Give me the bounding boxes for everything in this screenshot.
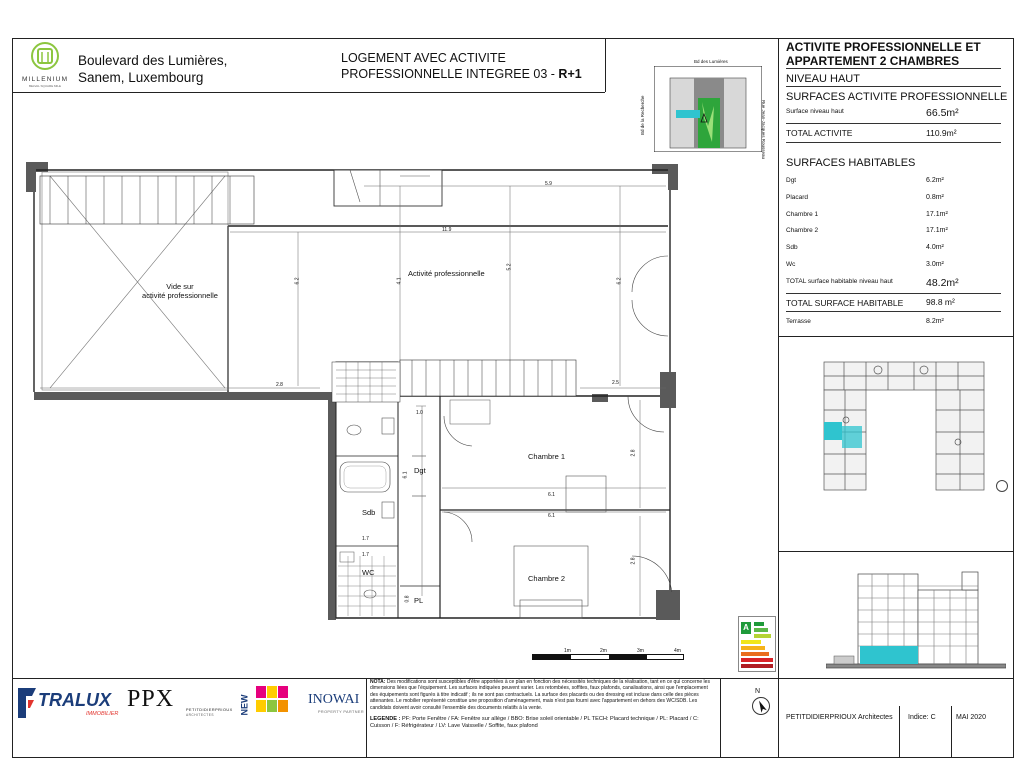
ppx-wordmark: PPX (127, 686, 175, 712)
summary-rule-1 (786, 68, 1001, 69)
north-label: N (755, 688, 761, 695)
total-activity-value: 110.9m² (926, 128, 957, 138)
energy-label (738, 616, 776, 672)
summary-level: NIVEAU HAUT (786, 73, 860, 85)
room-label-cupboard: PL (414, 596, 424, 605)
doc-title-level: R+1 (558, 67, 582, 81)
activity-upper-label: Surface niveau haut (786, 108, 844, 115)
total-living-label: TOTAL SURFACE HABITABLE (786, 298, 904, 308)
legend-text (370, 716, 715, 730)
room-label-toilet: WC (362, 568, 375, 577)
room-value-wc: 3.0m² (926, 261, 944, 268)
location-map (654, 66, 762, 152)
summary-rule-3 (786, 123, 1001, 124)
street-left-label: Bd de la Recherche (640, 95, 645, 135)
total-upper-label: TOTAL surface habitable niveau haut (786, 278, 893, 285)
room-label-sdb: Sdb (786, 244, 798, 251)
north-arrow-icon (752, 697, 770, 715)
room-label-chambre-1: Chambre 1 (786, 211, 819, 218)
doc-title-prefix: PROFESSIONNELLE INTEGREE 03 - (341, 67, 559, 81)
immo-tile-4 (256, 700, 266, 712)
dim-height-left: 6.2 (294, 277, 301, 285)
note-prefix: NOTA: (370, 679, 386, 685)
immo-tile-1 (256, 686, 266, 698)
architect-name: PETITDIDIERPRIOUX Architectes (786, 714, 893, 721)
dim-bed2-depth: 2.8 (630, 557, 637, 565)
building-key-plan (818, 356, 990, 496)
document-title (341, 50, 582, 82)
dim-bed2-width: 6.1 (548, 513, 555, 519)
ppx-subtitle: PETITDIDIERPRIOUX (186, 708, 233, 712)
terrace-label: Terrasse (786, 318, 811, 325)
void-label-line-2: activité professionnelle (142, 291, 218, 300)
ppx-subtitle-2: ARCHITECTES (186, 713, 214, 717)
floor-plan (20, 156, 685, 626)
summary-rule-2 (786, 86, 1001, 87)
immo-tile-2 (267, 686, 277, 698)
room-value-chambre-2: 17.1m² (926, 227, 948, 234)
terrace-value: 8.2m² (926, 318, 944, 325)
immo-tile-5 (267, 700, 277, 712)
scale-bar (532, 654, 684, 660)
right-panel-divider (778, 38, 779, 758)
tralux-subtitle: IMMOBILIER (86, 711, 119, 717)
building-section (826, 560, 1006, 672)
tralux-logo (16, 684, 124, 724)
room-label-placard: Placard (786, 194, 809, 201)
room-label-bedroom-2: Chambre 2 (528, 574, 566, 583)
dim-height-mid-1: 4.1 (396, 277, 403, 285)
tralux-emblem-icon (16, 686, 38, 720)
room-value-sdb: 4.0m² (926, 244, 944, 251)
dim-height-right: 6.2 (616, 277, 623, 285)
header-divider (12, 92, 605, 93)
inowai-subtitle: PROPERTY PARTNER (318, 710, 364, 714)
scale-mark-3m: 3m (637, 648, 644, 654)
dim-bed1-width: 6.1 (548, 492, 555, 498)
panel-section-divider (778, 551, 1014, 552)
footer-cell-divider-2 (951, 706, 952, 758)
scale-mark-1m: 1m (564, 648, 571, 654)
dim-pl: 0.8 (404, 595, 411, 603)
dim-bed1-depth: 2.8 (630, 449, 637, 457)
living-section-title: SURFACES HABITABLES (786, 157, 916, 169)
doc-title-line-2 (341, 66, 582, 82)
room-label-dgt: Dgt (786, 177, 797, 184)
room-label-chambre-2: Chambre 2 (786, 227, 819, 234)
address-line-1: Boulevard des Lumières, (78, 53, 228, 68)
disclaimer-note (370, 679, 715, 711)
void-label-line-1: Vide sur (166, 282, 194, 291)
summary-title-line-2: APPARTEMENT 2 CHAMBRES (786, 54, 960, 68)
room-label-bathroom: Sdb (362, 508, 376, 517)
project-address (78, 52, 227, 86)
legend-prefix: LEGENDE : (370, 716, 401, 722)
panel-keymap-divider (778, 336, 1014, 337)
tralux-wordmark: TRALUX (38, 690, 111, 710)
header-title-divider (605, 38, 606, 92)
immo-tile-3 (278, 686, 288, 698)
footer-cell-divider-1 (899, 706, 900, 758)
total-activity-label: TOTAL ACTIVITE (786, 128, 853, 138)
legend-body: PF: Porte Fenêtre / FA: Fenêtre sur allège / BBO: Brise soleil orientable / PL TECH: Placard technique / PL: Placard / C: Cuisson / F: Réfrigérateur / LV: Lave Vaisselle / Soffite, faux plafond (370, 716, 699, 730)
inowai-wordmark: INOWAI (308, 692, 360, 707)
summary-rule-4 (786, 142, 1001, 143)
energy-class-badge: A (741, 622, 751, 634)
doc-title-line-1: LOGEMENT AVEC ACTIVITE (341, 51, 506, 65)
brand-tagline: BELVAL SQUARE MILE (28, 84, 62, 88)
new-immo-logo (239, 684, 300, 728)
scale-mark-2m: 2m (600, 648, 607, 654)
summary-title-line-1: ACTIVITE PROFESSIONNELLE ET (786, 40, 981, 54)
drawing-index: Indice: C (908, 714, 936, 721)
brand-name: MILLENIUM (22, 76, 69, 83)
panel-footer-divider (778, 678, 1014, 679)
drawing-date: MAI 2020 (956, 714, 986, 721)
room-value-chambre-1: 17.1m² (926, 211, 948, 218)
dim-corridor-length: 6.1 (402, 471, 409, 479)
key-plan-compass-icon (996, 480, 1008, 492)
summary-rule-5 (786, 293, 1001, 294)
street-top-label: Bd des Lumières (694, 59, 728, 64)
scale-mark-4m: 4m (674, 648, 681, 654)
street-right-label: Rue Jean-Jacques Rousseau (761, 100, 766, 160)
total-living-value: 98.8 m² (926, 297, 955, 307)
room-label-bedroom-1: Chambre 1 (528, 452, 566, 461)
note-text: Des modifications sont susceptibles d'être apportées à ce plan en fonction des nécessités techniques de la réalisation, tant en ce qui concerne les dimensions liées que l'équipement. Les surfaces indiquées peuvent varier. Les retombées, soffites, faux plafonds, canalisations, ainsi que l'emplacement des équipements sont figurés à titre indicatif ; ils ne sont pas contractuels. La surface des placards ou des dressing est incluse dans celle des pièces attenantes. Le mobilier représenté constitue une proposition d'aménagement, mais n'est pas fourni avec l'appartement en dehors des WC/SDB. Les candidats doivent avoir consulté l'ensemble des documents relatifs à la vente. (370, 679, 710, 711)
footer-note-divider (366, 678, 367, 758)
room-label-wc: Wc (786, 261, 796, 268)
room-value-dgt: 6.2m² (926, 177, 944, 184)
new-immo-vertical-text: NEW (239, 694, 250, 716)
room-label-corridor: Dgt (414, 466, 426, 475)
address-line-2: Sanem, Luxembourg (78, 70, 204, 85)
dim-overall-width: 11.9 (442, 227, 452, 233)
summary-rule-6 (786, 311, 1001, 312)
dim-sdb: 1.7 (362, 536, 369, 542)
dim-void-bottom: 2.8 (276, 382, 283, 388)
footer-north-divider (720, 678, 721, 758)
dim-top-width: 5.9 (545, 181, 552, 187)
activity-section-title: SURFACES ACTIVITE PROFESSIONNELLE (786, 91, 1008, 103)
activity-upper-value: 66.5m² (926, 107, 959, 119)
dim-corridor-width: 1.0 (416, 410, 423, 416)
dim-right-bottom: 2.5 (612, 380, 619, 386)
room-label-activity: Activité professionnelle (408, 269, 485, 278)
total-upper-value: 48.2m² (926, 277, 959, 289)
summary-title (786, 40, 981, 68)
floor-plan-drawing (20, 156, 685, 626)
void-label (120, 282, 240, 300)
immo-tile-6 (278, 700, 288, 712)
dim-wc: 1.7 (362, 552, 369, 558)
room-value-placard: 0.8m² (926, 194, 944, 201)
dim-height-mid-2: 5.2 (506, 263, 513, 271)
